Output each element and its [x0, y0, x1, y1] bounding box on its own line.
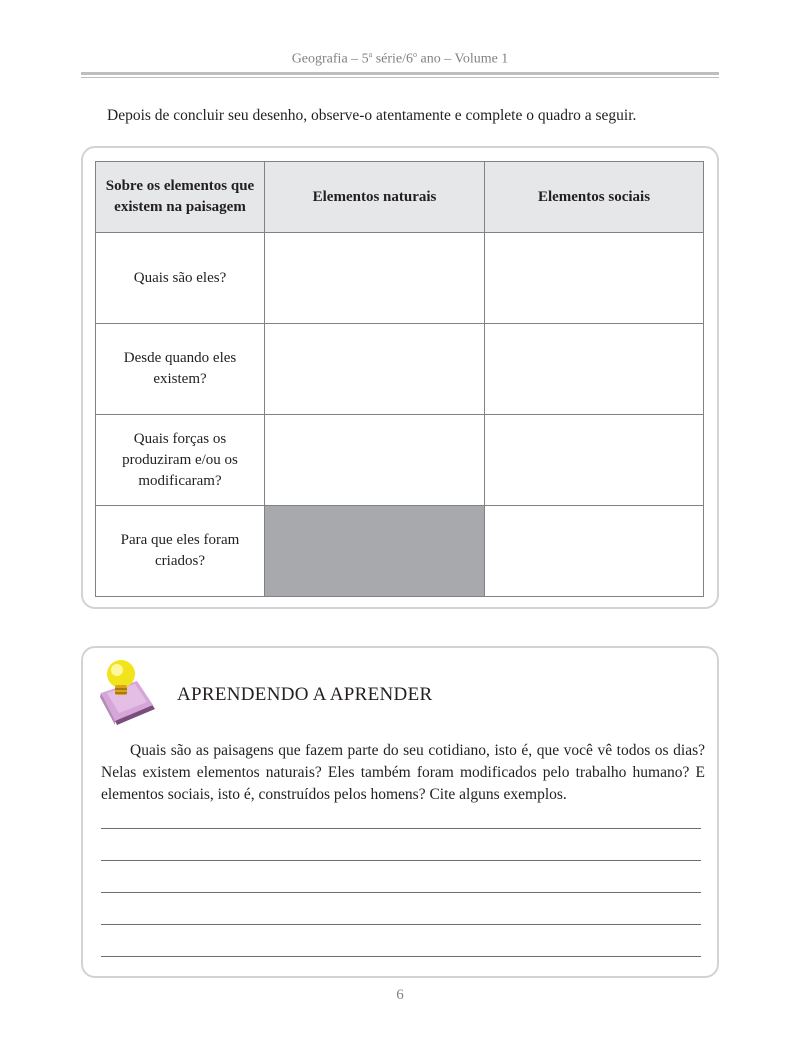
cell-naturais[interactable] [265, 233, 485, 324]
intro-text: Depois de concluir seu desenho, observe-o atentamente e complete o quadro a seguir. [107, 107, 637, 124]
table-row [96, 415, 704, 506]
row-question: Desde quando eles existem? [96, 324, 265, 415]
cell-naturais[interactable] [265, 324, 485, 415]
cell-naturais-shaded [265, 506, 485, 597]
row-question: Quais forças os produziram e/ou os modificaram? [96, 415, 265, 506]
answer-line[interactable] [101, 860, 701, 861]
table-row [96, 506, 704, 597]
cell-sociais[interactable] [485, 324, 704, 415]
row-question: Quais são eles? [96, 233, 265, 324]
answer-line[interactable] [101, 956, 701, 957]
cell-sociais[interactable] [485, 415, 704, 506]
header-rule-thin [81, 77, 719, 78]
cell-sociais[interactable] [485, 233, 704, 324]
cell-naturais[interactable] [265, 415, 485, 506]
running-header: Geografia – 5$^a$ série/6$^o$ ano – Volume 1 [291, 50, 509, 67]
section-text: Quais são as paisagens que fazem parte do seu cotidiano, isto é, que você vê todos os dias? Nelas existem elementos naturais? Eles também foram modificados pelo trabalho humano? E elementos sociais, isto é, construídos pelos homens? Cite alguns exemplos. [101, 742, 705, 803]
header-naturais: Elementos naturais [265, 162, 485, 233]
header-sociais: Elementos sociais [485, 162, 704, 233]
answer-line[interactable] [101, 924, 701, 925]
answer-line[interactable] [101, 828, 701, 829]
table-row [96, 324, 704, 415]
page-number: 6 [396, 987, 404, 1003]
table-header-row [96, 162, 704, 233]
section-title: APRENDENDO A APRENDER [177, 684, 433, 705]
row-question: Para que eles foram criados? [96, 506, 265, 597]
table-row [96, 233, 704, 324]
cell-sociais[interactable] [485, 506, 704, 597]
landscape-table [95, 161, 704, 597]
header-rule-thick [81, 72, 719, 75]
answer-line[interactable] [101, 892, 701, 893]
lightbulb-book-icon [95, 657, 161, 727]
header-elements: Sobre os elementos que existem na paisagem [96, 162, 265, 233]
